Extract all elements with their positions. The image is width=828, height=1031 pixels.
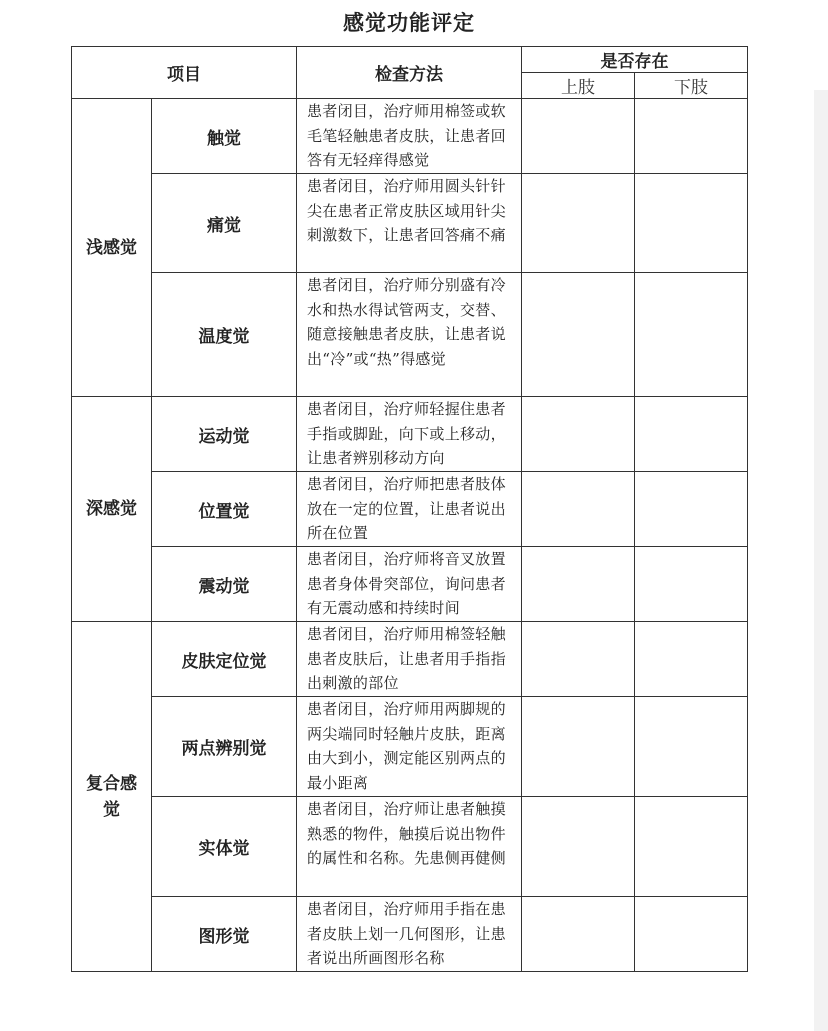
table-row bbox=[72, 697, 748, 797]
lower-limb-cell[interactable] bbox=[635, 622, 748, 697]
item-name: 实体觉 bbox=[152, 797, 297, 897]
item-method: 患者闭目，治疗师将音叉放置患者身体骨突部位，询问患者有无震动感和持续时间 bbox=[297, 547, 522, 622]
item-method: 患者闭目，治疗师用手指在患者皮肤上划一几何图形，让患者说出所画图形名称 bbox=[297, 897, 522, 972]
upper-limb-cell[interactable] bbox=[522, 622, 635, 697]
header-upper-limb: 上肢 bbox=[522, 73, 635, 99]
table-row bbox=[72, 99, 748, 174]
evaluation-table bbox=[71, 46, 748, 972]
table-row bbox=[72, 897, 748, 972]
page-title: 感觉功能评定 bbox=[343, 10, 475, 35]
item-method: 患者闭目，治疗师把患者肢体放在一定的位置，让患者说出所在位置 bbox=[297, 472, 522, 547]
table-row bbox=[72, 547, 748, 622]
header-item: 项目 bbox=[72, 47, 297, 99]
upper-limb-cell[interactable] bbox=[522, 99, 635, 174]
item-name: 触觉 bbox=[152, 99, 297, 174]
item-name: 运动觉 bbox=[152, 397, 297, 472]
item-name: 震动觉 bbox=[152, 547, 297, 622]
item-method: 患者闭目，治疗师分别盛有冷水和热水得试管两支，交替、随意接触患者皮肤，让患者说出“冷”或“热”得感觉 bbox=[297, 273, 522, 397]
lower-limb-cell[interactable] bbox=[635, 797, 748, 897]
upper-limb-cell[interactable] bbox=[522, 273, 635, 397]
category-deep: 深感觉 bbox=[72, 397, 152, 622]
lower-limb-cell[interactable] bbox=[635, 897, 748, 972]
upper-limb-cell[interactable] bbox=[522, 547, 635, 622]
lower-limb-cell[interactable] bbox=[635, 273, 748, 397]
table-row bbox=[72, 472, 748, 547]
table-row bbox=[72, 797, 748, 897]
table-row bbox=[72, 397, 748, 472]
table-row bbox=[72, 273, 748, 397]
item-method: 患者闭目，治疗师用圆头针针尖在患者正常皮肤区域用针尖刺激数下，让患者回答痛不痛 bbox=[297, 174, 522, 273]
table-row bbox=[72, 622, 748, 697]
lower-limb-cell[interactable] bbox=[635, 99, 748, 174]
header-method: 检查方法 bbox=[297, 47, 522, 99]
category-complex: 复合感觉 bbox=[72, 622, 152, 972]
table-row bbox=[72, 174, 748, 273]
item-method: 患者闭目，治疗师用棉签轻触患者皮肤后，让患者用手指指出刺激的部位 bbox=[297, 622, 522, 697]
upper-limb-cell[interactable] bbox=[522, 397, 635, 472]
lower-limb-cell[interactable] bbox=[635, 472, 748, 547]
upper-limb-cell[interactable] bbox=[522, 797, 635, 897]
item-name: 温度觉 bbox=[152, 273, 297, 397]
upper-limb-cell[interactable] bbox=[522, 697, 635, 797]
item-method: 患者闭目，治疗师让患者触摸熟悉的物件，触摸后说出物件的属性和名称。先患侧再健侧 bbox=[297, 797, 522, 897]
item-name: 图形觉 bbox=[152, 897, 297, 972]
item-name: 两点辨别觉 bbox=[152, 697, 297, 797]
item-method: 患者闭目，治疗师用两脚规的两尖端同时轻触片皮肤，距离由大到小，测定能区别两点的最小距离 bbox=[297, 697, 522, 797]
upper-limb-cell[interactable] bbox=[522, 897, 635, 972]
lower-limb-cell[interactable] bbox=[635, 174, 748, 273]
item-name: 痛觉 bbox=[152, 174, 297, 273]
lower-limb-cell[interactable] bbox=[635, 697, 748, 797]
upper-limb-cell[interactable] bbox=[522, 472, 635, 547]
item-method: 患者闭目，治疗师轻握住患者手指或脚趾，向下或上移动，让患者辨别移动方向 bbox=[297, 397, 522, 472]
lower-limb-cell[interactable] bbox=[635, 547, 748, 622]
upper-limb-cell[interactable] bbox=[522, 174, 635, 273]
header-lower-limb: 下肢 bbox=[635, 73, 748, 99]
header-exists: 是否存在 bbox=[522, 47, 748, 73]
item-name: 位置觉 bbox=[152, 472, 297, 547]
lower-limb-cell[interactable] bbox=[635, 397, 748, 472]
item-name: 皮肤定位觉 bbox=[152, 622, 297, 697]
page-edge-shadow bbox=[814, 90, 828, 1031]
item-method: 患者闭目，治疗师用棉签或软毛笔轻触患者皮肤，让患者回答有无轻痒得感觉 bbox=[297, 99, 522, 174]
category-shallow: 浅感觉 bbox=[72, 99, 152, 397]
